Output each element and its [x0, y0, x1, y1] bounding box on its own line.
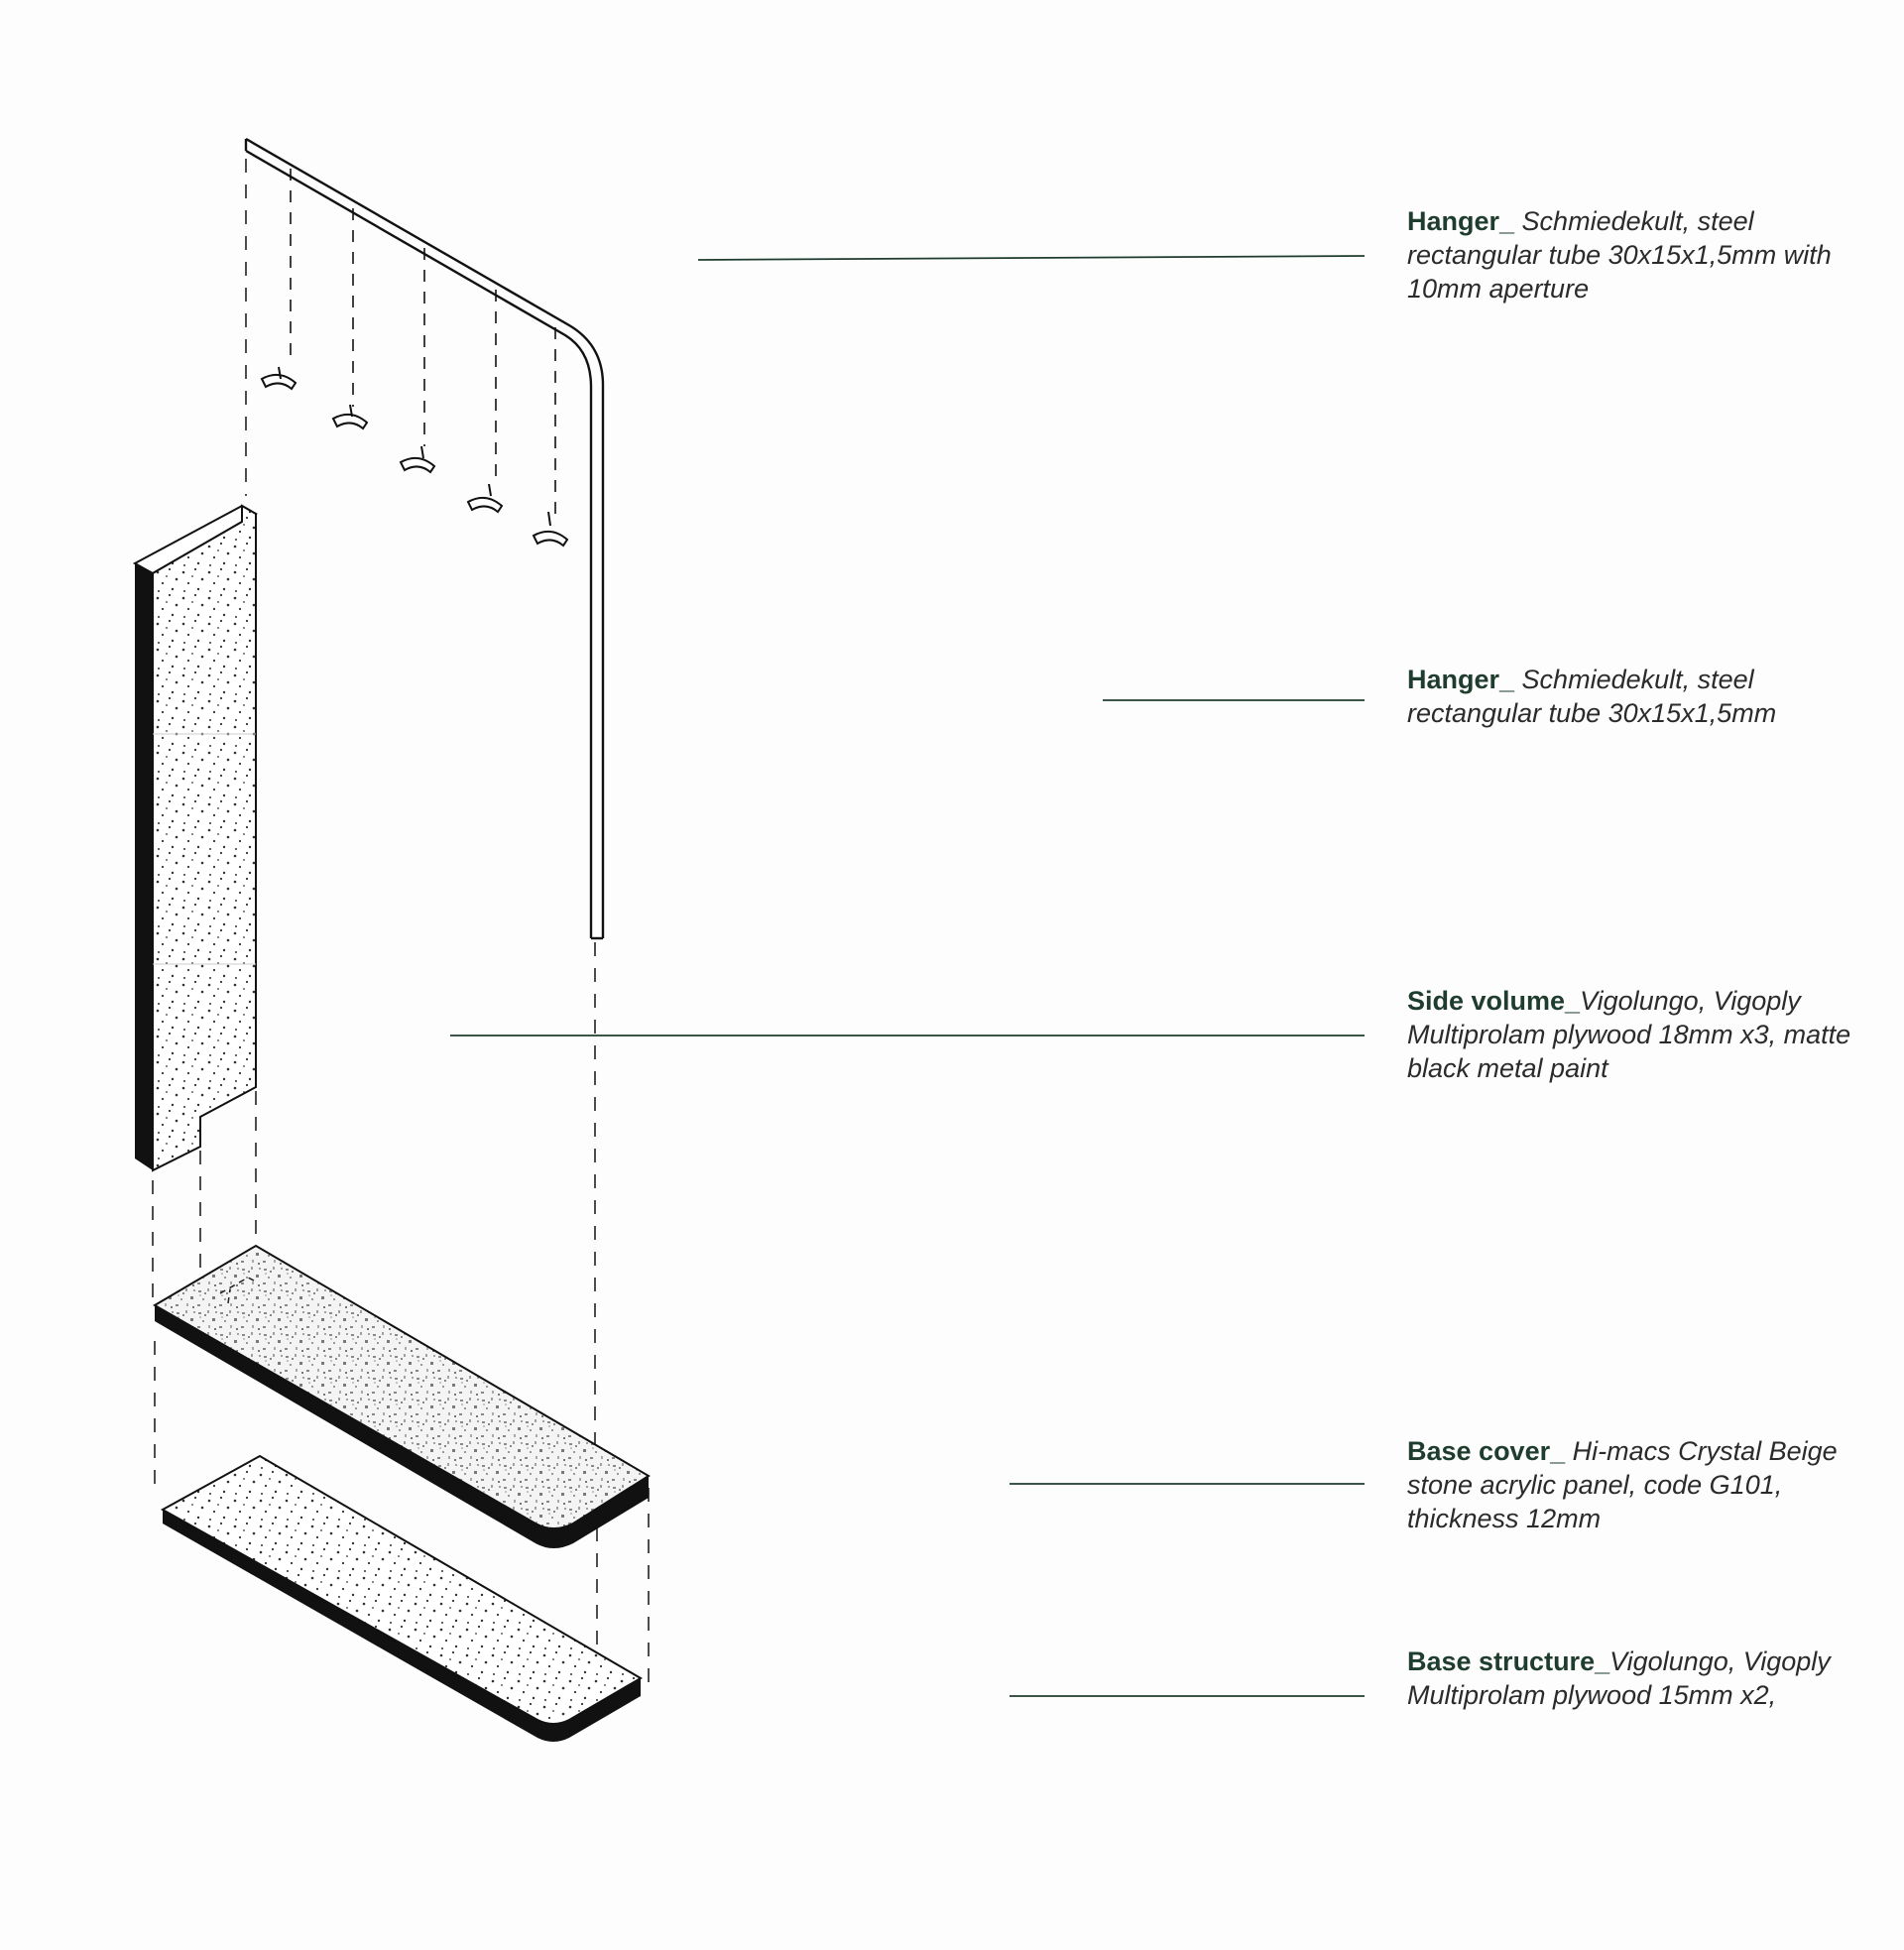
hook-1 [262, 169, 296, 389]
hook-4 [468, 290, 502, 512]
hook-2 [333, 208, 367, 428]
hanger-hooks [262, 169, 567, 546]
label-side-volume [1407, 984, 1873, 1085]
label-title: Base structure_ [1407, 1646, 1610, 1676]
label-title: Hanger_ [1407, 665, 1515, 694]
label-hanger-aperture [1407, 204, 1873, 305]
label-title: Base cover_ [1407, 1436, 1566, 1466]
label-base-cover [1407, 1434, 1873, 1535]
label-description: Schmiedekult, steel rectangular tube 30x15x1,5mm with 10mm aperture [1407, 206, 1832, 304]
hanger-tube-inner [246, 151, 591, 938]
label-title: Hanger_ [1407, 206, 1515, 236]
label-base-structure [1407, 1645, 1873, 1712]
label-description: Vigolungo, Vigoply Multiprolam plywood 18mm x3, matte black metal paint [1407, 986, 1851, 1083]
hook-5 [534, 327, 567, 546]
side-volume-edge [135, 563, 153, 1170]
side-volume-face [153, 506, 256, 1170]
hook-3 [401, 248, 434, 472]
side-volume [135, 506, 256, 1170]
label-description: Hi-macs Crystal Beige stone acrylic panel, code G101, thickness 12mm [1407, 1436, 1838, 1533]
leader-line-1 [698, 256, 1365, 260]
label-description: Vigolungo, Vigoply Multiprolam plywood 15mm x2, [1407, 1646, 1831, 1710]
label-title: Side volume_ [1407, 986, 1581, 1016]
label-description: Schmiedekult, steel rectangular tube 30x15x1,5mm [1407, 665, 1777, 728]
label-hanger-tube [1407, 663, 1873, 730]
